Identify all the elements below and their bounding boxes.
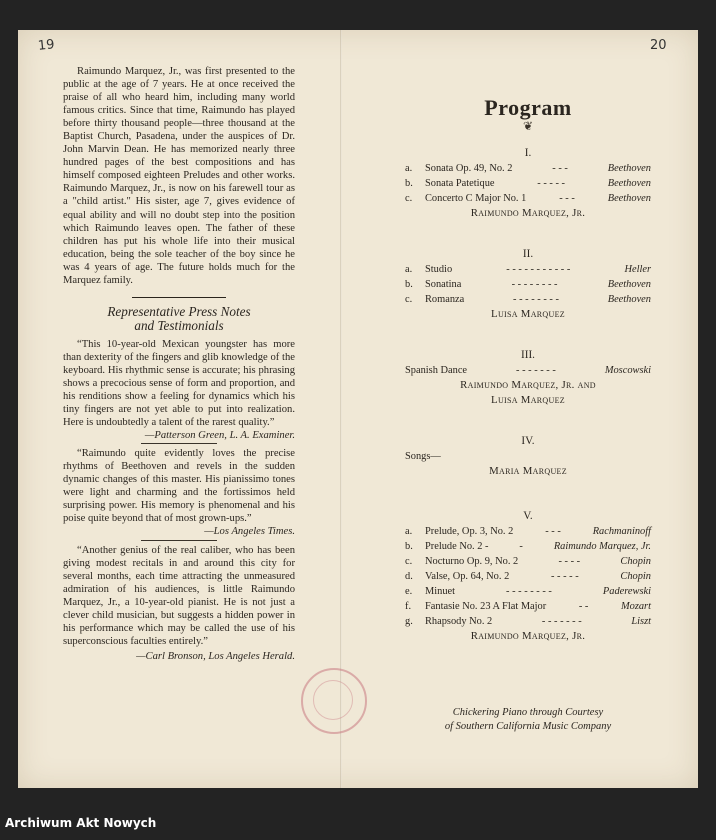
performer-name: Luisa Marquez — [491, 394, 565, 406]
item-leader: - - - — [552, 163, 568, 174]
item-leader: - - - - - - - - — [506, 586, 552, 597]
item-piece: Fantasie No. 23 A Flat Major — [425, 601, 547, 612]
item-piece: Sonata Patetique — [425, 178, 495, 189]
item-letter: d. — [405, 571, 413, 582]
program-item — [405, 599, 651, 614]
item-piece: Valse, Op. 64, No. 2 — [425, 571, 510, 582]
item-leader: - - - — [559, 193, 575, 204]
press-quote: “Another genius of the real caliber, who has been giving modest recitals in and around this city for several months, each time attracting the unmeasured admiration of his audiences, is little Raimundo Marquez, Jr., a 10-year-old pianist. He is not just a clever child musician, but suggests a hidden power in his performance which may be called the use of his superconscious faculties entirely.” — [63, 544, 295, 647]
item-piece: Romanza — [425, 294, 465, 305]
item-letter: a. — [405, 264, 413, 275]
item-letter: b. — [405, 178, 413, 189]
item-piece: Rhapsody No. 2 — [425, 616, 493, 627]
archive-footer: Archiwum Akt Nowych — [5, 816, 157, 830]
item-composer: Rachmaninoff — [592, 526, 651, 537]
program-item — [405, 539, 651, 554]
press-title — [63, 305, 295, 333]
item-leader: - - - - — [558, 556, 581, 567]
item-composer: Heller — [624, 264, 651, 275]
quote-attribution: —Patterson Green, L. A. Examiner. — [144, 430, 295, 442]
credit-line1: Chickering Piano through Courtesy — [452, 707, 604, 718]
item-leader: - - - - - - - - — [513, 294, 559, 305]
item-leader: - - - - - — [537, 178, 565, 189]
section-numeral: IV. — [521, 435, 535, 447]
item-piece: Concerto C Major No. 1 — [425, 193, 527, 204]
program-section-5 — [405, 509, 651, 644]
item-leader: - - - - - - - - - - - — [506, 264, 571, 275]
program-item — [405, 161, 651, 176]
program-section-4 — [405, 434, 651, 479]
performer-name: Luisa Marquez — [491, 308, 565, 320]
section-numeral: II. — [522, 248, 534, 260]
item-piece: Nocturno Op. 9, No. 2 — [425, 556, 519, 567]
item-composer: Chopin — [620, 556, 651, 567]
program-item — [405, 191, 651, 206]
item-letter: e. — [405, 586, 413, 597]
program-column — [405, 95, 651, 661]
program-item — [405, 614, 651, 629]
section-numeral: III. — [521, 349, 535, 361]
item-piece: Spanish Dance — [405, 365, 468, 376]
item-composer: Beethoven — [607, 178, 651, 189]
program-item — [405, 363, 651, 378]
item-letter: c. — [405, 193, 413, 204]
item-letter: f. — [405, 601, 412, 612]
item-composer: Chopin — [620, 571, 651, 582]
program-item — [405, 569, 651, 584]
press-title-line1: Representative Press Notes — [107, 303, 251, 319]
item-composer: Mozart — [620, 601, 651, 612]
item-letter: a. — [405, 163, 413, 174]
page-number-left: 19 — [37, 37, 56, 54]
credit-line2: of Southern California Music Company — [444, 721, 612, 732]
item-leader: - - - - - - - — [516, 365, 556, 376]
fleuron-ornament: ❦ — [522, 119, 534, 133]
item-piece: Prelude No. 2 - — [425, 541, 489, 552]
bio-paragraph: Raimundo Marquez, Jr., was first presented to the public at the age of 7 years. He at once received the praise of all who heard him, including many world famous critics. Since that time, Raimundo has played before thirty thousand people—three thousand at the Baptist Church, Pasadena, under the auspices of Dr. John Marvin Dean. He has memorized nearly three hundred pages of the best compositions and has himself composed eighteen Preludes and other works. Raimundo Marquez, Jr., is now on his farewell tour as a "child artist." His sister, age 7, gives evidence of equal ability and will no doubt step into the position which Raimundo leaves open. The father of these children has put his whole life into their musical education, being the sole teacher of the boy since he was 4 years of age. The future holds much for the Marquez family. — [63, 66, 295, 286]
program-item — [405, 277, 651, 292]
program-section-3 — [405, 348, 651, 408]
item-composer: Raimundo Marquez, Jr. — [553, 541, 651, 552]
item-letter: c. — [405, 294, 413, 305]
section-numeral: I. — [524, 147, 532, 159]
item-piece: Sonatina — [425, 279, 462, 290]
item-piece: Studio — [425, 264, 453, 275]
piano-credit — [405, 706, 651, 734]
press-quote: “Raimundo quite evidently loves the precise rhythms of Beethoven and revels in the sudden dynamic changes of this master. His pianissimo tones were light and charming and the fortissimos held surprising power. His memory is phenomenal and his poise quite beyond that of most grown-ups.” — [63, 448, 295, 525]
item-piece: Minuet — [425, 586, 456, 597]
item-composer: Moscowski — [604, 365, 651, 376]
item-letter: a. — [405, 526, 413, 537]
item-leader: - - - - - - - - — [511, 279, 558, 290]
quote-divider — [141, 540, 217, 541]
program-item — [405, 554, 651, 569]
item-leader: - - - - - — [550, 571, 579, 582]
item-composer: Paderewski — [602, 586, 651, 597]
item-piece: Prelude, Op. 3, No. 2 — [425, 526, 514, 537]
item-composer: Beethoven — [607, 279, 651, 290]
item-leader: - — [519, 541, 523, 552]
item-letter: g. — [405, 616, 413, 627]
quote-attribution: —Los Angeles Times. — [204, 526, 295, 538]
program-section-1 — [405, 146, 651, 221]
program-item — [405, 262, 651, 277]
songs-line — [405, 449, 651, 464]
songs-label: Songs— — [405, 451, 441, 462]
item-composer: Beethoven — [607, 193, 651, 204]
left-column — [63, 65, 295, 663]
item-leader: - - - - - - - — [541, 616, 582, 627]
item-leader: - - - — [545, 526, 561, 537]
section-numeral: V. — [523, 510, 533, 522]
quote-attribution: —Carl Bronson, Los Angeles Herald. — [136, 650, 295, 662]
section-divider — [132, 297, 226, 298]
item-letter: c. — [405, 556, 413, 567]
item-piece: Sonata Op. 49, No. 2 — [425, 163, 513, 174]
item-letter: b. — [405, 279, 413, 290]
press-title-line2: and Testimonials — [134, 317, 224, 333]
performer-name: Raimundo Marquez, Jr. and — [460, 379, 596, 391]
program-item — [405, 524, 651, 539]
page-number-right: 20 — [650, 38, 667, 53]
performer-name: Maria Marquez — [489, 465, 567, 477]
item-composer: Beethoven — [607, 163, 651, 174]
performer-name: Raimundo Marquez, Jr. — [470, 207, 586, 219]
item-composer: Beethoven — [607, 294, 651, 305]
performer-name: Raimundo Marquez, Jr. — [470, 630, 586, 642]
item-leader: - - — [578, 601, 589, 612]
program-item — [405, 292, 651, 307]
item-letter: b. — [405, 541, 413, 552]
quote-divider — [141, 443, 217, 444]
program-title: Program — [484, 95, 572, 120]
archive-stamp — [301, 668, 367, 734]
archive-stamp-inner — [313, 680, 353, 720]
item-composer: Liszt — [631, 616, 651, 627]
press-quote: “This 10-year-old Mexican youngster has more than dexterity of the fingers and glib knowledge of the keyboard. His rhythmic sense is accurate; his phrasing shows a precocious sense of form and proportion, and his renditions show a feeling for dynamics which his tiny fingers are not yet able to put into realization. Here is undoubtedly a talent of the rarest quality.” — [63, 338, 295, 429]
program-item — [405, 584, 651, 599]
program-section-2 — [405, 247, 651, 322]
program-item — [405, 176, 651, 191]
